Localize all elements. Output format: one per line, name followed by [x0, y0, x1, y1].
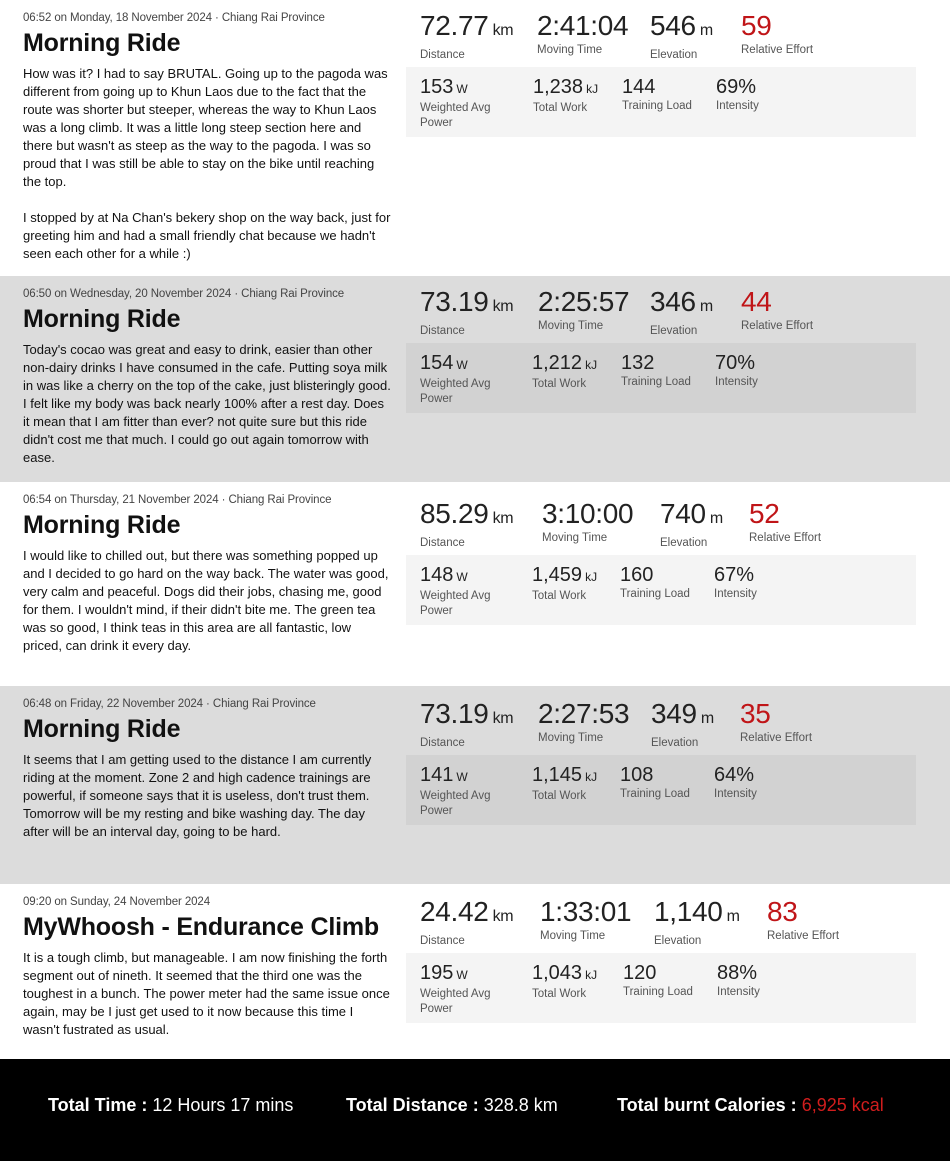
distance-value: 24.42: [420, 896, 489, 927]
activity-description: It seems that I am getting used to the distance I am currently riding at the moment. Zone 2 and high cadence trainings are powerful, if someone says that it is useless, don't trust them. Tomorrow will be my resting and bike washing day. The day after will be an interval day, going to be hard.: [23, 752, 372, 839]
power-stat: [420, 764, 520, 819]
distance-label: Distance: [420, 935, 465, 947]
distance-stat: [420, 699, 513, 749]
power-unit: W: [456, 770, 468, 784]
distance-unit: km: [492, 908, 514, 925]
relative-effort-label: Relative Effort: [741, 320, 814, 332]
intensity-value: 69%: [716, 76, 757, 98]
elevation-stat: [660, 499, 723, 549]
elevation-unit: m: [699, 298, 713, 315]
distance-unit: km: [492, 22, 514, 39]
moving-time-value: 2:27:53: [538, 698, 630, 729]
activity-meta: 06:52 on Monday, 18 November 2024 · Chiang Rai Province: [23, 12, 325, 24]
activity-entry: [0, 686, 950, 884]
total-distance: [346, 1095, 558, 1116]
training-load-label: Training Load: [621, 376, 691, 388]
total-calories-label: Total burnt Calories :: [617, 1095, 797, 1115]
moving-time-label: Moving Time: [538, 320, 604, 332]
total-time-label: Total Time :: [48, 1095, 148, 1115]
elevation-stat: [654, 897, 740, 947]
intensity-value: 64%: [714, 764, 755, 786]
work-label: Total Work: [532, 790, 587, 802]
relative-effort-value: 59: [741, 10, 772, 41]
intensity-value: 67%: [714, 564, 755, 586]
power-label: Weighted Avg Power: [420, 378, 491, 405]
power-value: 154: [420, 352, 454, 374]
power-stat: [420, 564, 520, 619]
activity-meta: 06:48 on Friday, 22 November 2024 · Chiang Rai Province: [23, 698, 316, 710]
elevation-unit: m: [700, 710, 714, 727]
activity-meta: 06:50 on Wednesday, 20 November 2024 · Chiang Rai Province: [23, 288, 345, 300]
moving-time-label: Moving Time: [538, 732, 604, 744]
power-label: Weighted Avg Power: [420, 102, 491, 129]
intensity-stat: [715, 352, 815, 390]
work-unit: kJ: [585, 358, 598, 372]
elevation-label: Elevation: [654, 935, 702, 947]
elevation-label: Elevation: [651, 737, 699, 749]
activity-description: It is a tough climb, but manageable. I am now finishing the forth segment out of nineth. It seemed that the third one was the toughest in a bunch. The power meter had the same issue once again, may be I just get used to it now because this time I wasn't fustrated as usual.: [23, 950, 390, 1037]
relative-effort-stat: [741, 287, 813, 332]
training-load-value: 144: [622, 76, 656, 98]
activity-title[interactable]: Morning Ride: [23, 511, 181, 539]
power-label: Weighted Avg Power: [420, 790, 491, 817]
moving-time-value: 3:10:00: [542, 498, 634, 529]
power-value: 153: [420, 76, 454, 98]
relative-effort-label: Relative Effort: [740, 732, 813, 744]
moving-time-label: Moving Time: [542, 532, 608, 544]
power-label: Weighted Avg Power: [420, 988, 491, 1015]
activity-entry: [0, 0, 950, 276]
distance-stat: [420, 11, 513, 61]
work-stat: [532, 764, 632, 804]
elevation-label: Elevation: [650, 49, 698, 61]
training-load-label: Training Load: [622, 100, 692, 112]
activity-description: Today's cocao was great and easy to drink, easier than other non-dairy drinks I have consumed in the cafe. Putting soya milk in was like a cherry on the top of the cake, just blisteringly good. I felt like my body was back nearly 100% after a rest day. Does it mean that I am fitter than ever? not quite sure but this ride didn't cost me that much. I could go out again tomorrow with ease.: [23, 342, 391, 465]
work-stat: [533, 76, 633, 116]
moving-time-stat: [542, 499, 633, 544]
activity-meta: 09:20 on Sunday, 24 November 2024: [23, 896, 211, 908]
training-load-value: 160: [620, 564, 654, 586]
training-load-stat: [622, 76, 722, 114]
distance-label: Distance: [420, 737, 465, 749]
training-load-value: 120: [623, 962, 657, 984]
relative-effort-stat: [741, 11, 813, 56]
training-load-label: Training Load: [623, 986, 693, 998]
work-value: 1,212: [532, 352, 583, 374]
secondary-stats-box: [406, 343, 916, 413]
work-stat: [532, 962, 632, 1002]
power-unit: W: [456, 358, 468, 372]
elevation-stat: [650, 11, 713, 61]
intensity-value: 70%: [715, 352, 756, 374]
relative-effort-value: 35: [740, 698, 771, 729]
elevation-stat: [651, 699, 714, 749]
distance-value: 85.29: [420, 498, 489, 529]
moving-time-label: Moving Time: [537, 44, 603, 56]
work-unit: kJ: [585, 770, 598, 784]
secondary-stats-box: [406, 67, 916, 137]
power-value: 195: [420, 962, 454, 984]
totals-footer: [0, 1059, 950, 1161]
distance-label: Distance: [420, 325, 465, 337]
work-label: Total Work: [532, 378, 587, 390]
distance-stat: [420, 499, 513, 549]
activity-title[interactable]: Morning Ride: [23, 29, 181, 57]
total-calories-value: 6,925 kcal: [801, 1095, 884, 1115]
elevation-label: Elevation: [660, 537, 708, 549]
secondary-stats-box: [406, 953, 916, 1023]
activity-title[interactable]: MyWhoosh - Endurance Climb: [23, 913, 379, 941]
total-distance-value: 328.8 km: [483, 1095, 558, 1115]
elevation-value: 546: [650, 10, 696, 41]
moving-time-stat: [537, 11, 628, 56]
elevation-unit: m: [709, 510, 723, 527]
distance-value: 72.77: [420, 10, 489, 41]
intensity-label: Intensity: [714, 788, 757, 800]
training-load-stat: [620, 764, 720, 802]
work-label: Total Work: [532, 590, 587, 602]
activity-entry: [0, 482, 950, 686]
work-unit: kJ: [585, 570, 598, 584]
work-value: 1,238: [533, 76, 584, 98]
intensity-label: Intensity: [717, 986, 760, 998]
moving-time-value: 2:41:04: [537, 10, 629, 41]
work-stat: [532, 564, 632, 604]
training-load-value: 108: [620, 764, 654, 786]
intensity-stat: [714, 564, 814, 602]
work-value: 1,043: [532, 962, 583, 984]
relative-effort-stat: [767, 897, 839, 942]
training-load-label: Training Load: [620, 788, 690, 800]
elevation-unit: m: [699, 22, 713, 39]
intensity-label: Intensity: [714, 588, 757, 600]
elevation-value: 349: [651, 698, 697, 729]
elevation-value: 1,140: [654, 896, 723, 927]
moving-time-stat: [538, 699, 629, 744]
distance-label: Distance: [420, 537, 465, 549]
elevation-unit: m: [726, 908, 740, 925]
work-label: Total Work: [533, 102, 588, 114]
secondary-stats-box: [406, 755, 916, 825]
training-load-stat: [620, 564, 720, 602]
work-value: 1,145: [532, 764, 583, 786]
moving-time-value: 2:25:57: [538, 286, 630, 317]
power-value: 141: [420, 764, 454, 786]
intensity-label: Intensity: [715, 376, 758, 388]
power-unit: W: [456, 968, 468, 982]
elevation-value: 346: [650, 286, 696, 317]
training-load-label: Training Load: [620, 588, 690, 600]
activity-description: I would like to chilled out, but there was something popped up and I decided to go hard on the way back. The water was good, very calm and peaceful. Dogs did their jobs, chasing me, good for them. I wouldn't mind, if their didn't bite me. The green tea was so good, I think teas in this area are all fantastic, low priced, can drink it every day.: [23, 548, 389, 653]
work-label: Total Work: [532, 988, 587, 1000]
activity-entry: [0, 884, 950, 1059]
relative-effort-label: Relative Effort: [741, 44, 814, 56]
relative-effort-value: 52: [749, 498, 780, 529]
power-stat: [420, 76, 520, 131]
total-time: [48, 1095, 293, 1116]
work-stat: [532, 352, 632, 392]
distance-label: Distance: [420, 49, 465, 61]
elevation-stat: [650, 287, 713, 337]
distance-unit: km: [492, 510, 514, 527]
power-value: 148: [420, 564, 454, 586]
moving-time-stat: [538, 287, 629, 332]
training-load-value: 132: [621, 352, 655, 374]
power-stat: [420, 962, 520, 1017]
moving-time-stat: [540, 897, 631, 942]
distance-stat: [420, 287, 513, 337]
power-stat: [420, 352, 520, 407]
relative-effort-label: Relative Effort: [767, 930, 840, 942]
moving-time-value: 1:33:01: [540, 896, 632, 927]
intensity-stat: [716, 76, 816, 114]
distance-value: 73.19: [420, 698, 489, 729]
training-load-stat: [623, 962, 723, 1000]
activity-description: How was it? I had to say BRUTAL. Going up to the pagoda was different from going up to Khun Laos due to the fact that the route was shorter but steeper, whereas the way to Khun Laos was a long climb. It was a little long steep section here and there but wasn't as steep as the way to the pagoda. I was so proud that I was still be able to stay on the bike until reaching the top. I stopped by at Na Chan's bekery shop on the way back, just for greeting him and had a small friendly chat because we hadn't seen each other for a while :): [23, 66, 391, 261]
relative-effort-stat: [740, 699, 812, 744]
intensity-stat: [717, 962, 817, 1000]
elevation-value: 740: [660, 498, 706, 529]
intensity-label: Intensity: [716, 100, 759, 112]
activity-entry: [0, 276, 950, 482]
secondary-stats-box: [406, 555, 916, 625]
activity-meta: 06:54 on Thursday, 21 November 2024 · Chiang Rai Province: [23, 494, 332, 506]
power-unit: W: [456, 82, 468, 96]
total-distance-label: Total Distance :: [346, 1095, 479, 1115]
training-load-stat: [621, 352, 721, 390]
power-unit: W: [456, 570, 468, 584]
moving-time-label: Moving Time: [540, 930, 606, 942]
total-time-value: 12 Hours 17 mins: [152, 1095, 294, 1115]
intensity-stat: [714, 764, 814, 802]
distance-stat: [420, 897, 513, 947]
distance-value: 73.19: [420, 286, 489, 317]
work-unit: kJ: [585, 968, 598, 982]
intensity-value: 88%: [717, 962, 758, 984]
work-value: 1,459: [532, 564, 583, 586]
relative-effort-value: 83: [767, 896, 798, 927]
activity-title[interactable]: Morning Ride: [23, 715, 181, 743]
relative-effort-stat: [749, 499, 821, 544]
distance-unit: km: [492, 710, 514, 727]
distance-unit: km: [492, 298, 514, 315]
work-unit: kJ: [586, 82, 599, 96]
relative-effort-value: 44: [741, 286, 772, 317]
total-calories: [617, 1095, 884, 1116]
relative-effort-label: Relative Effort: [749, 532, 822, 544]
elevation-label: Elevation: [650, 325, 698, 337]
activity-title[interactable]: Morning Ride: [23, 305, 181, 333]
power-label: Weighted Avg Power: [420, 590, 491, 617]
